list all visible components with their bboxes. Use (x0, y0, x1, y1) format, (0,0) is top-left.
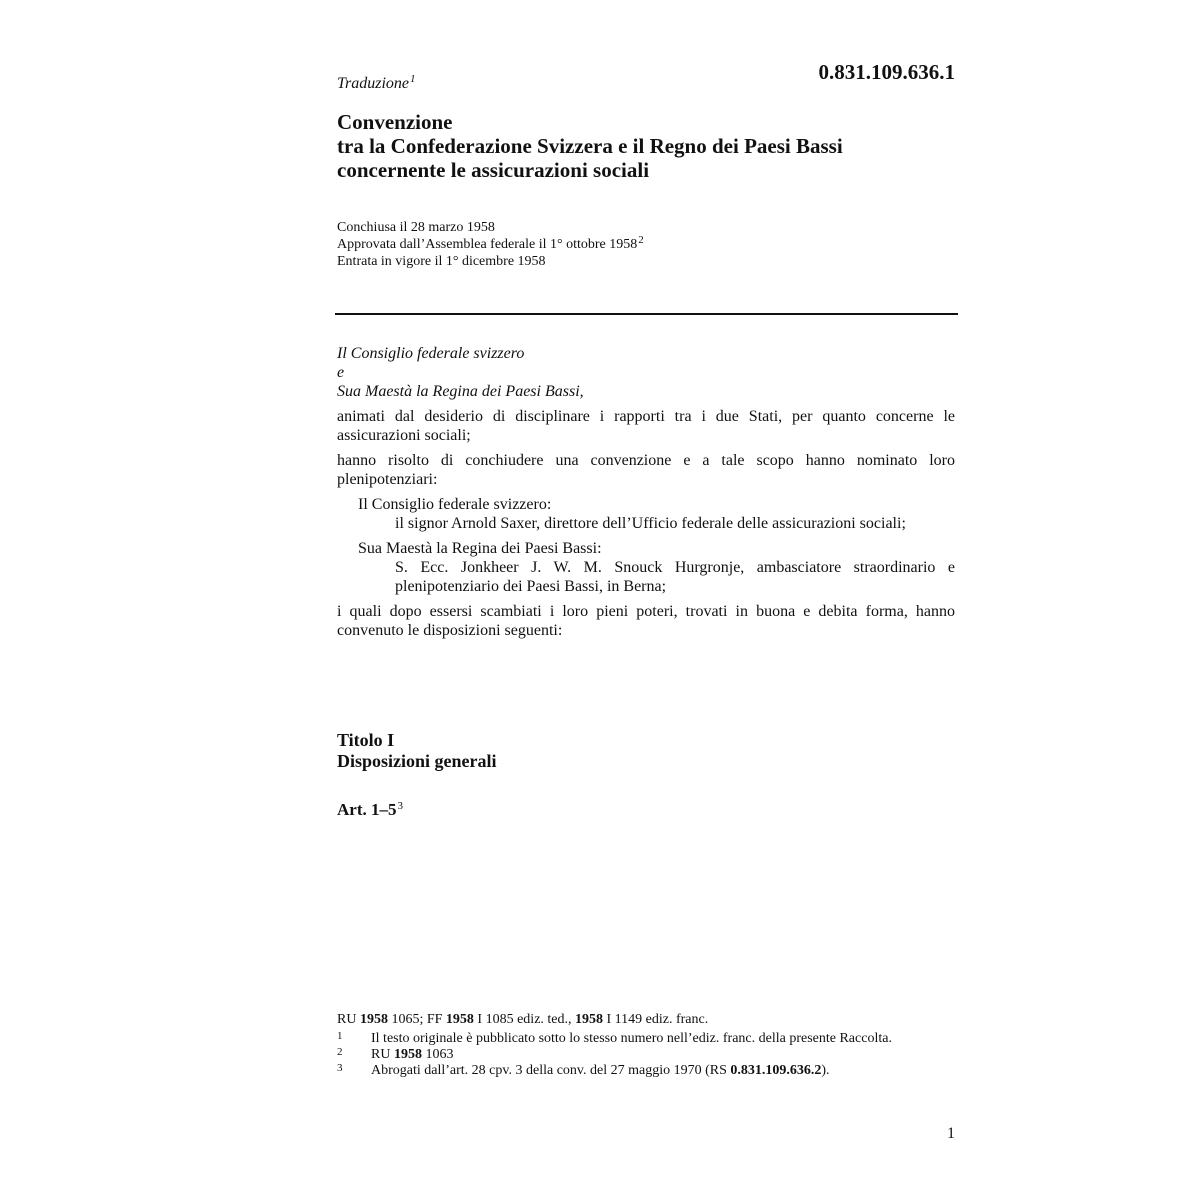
date-block (337, 219, 644, 270)
source-text: RU (337, 1012, 360, 1027)
preamble-paragraph-2: hanno risolto di conchiudere una convenzione e a tale scopo hanno nominato loro plenipotenziari: (337, 452, 955, 488)
footnote-ref-2[interactable]: 2 (638, 234, 644, 246)
footnote-1 (337, 1031, 955, 1047)
approved-date (337, 236, 644, 253)
plenipotentiary-name-1: il signor Arnold Saxer, direttore dell’Ufficio federale delle assicurazioni sociali; (395, 515, 906, 532)
translation-label (337, 75, 416, 93)
title-line-3: concernente le assicurazioni sociali (337, 158, 650, 182)
footnote-2 (337, 1047, 955, 1063)
footnote-text: ). (821, 1063, 830, 1078)
conjunction: e (337, 364, 345, 381)
preamble-paragraph-3: i quali dopo essersi scambiati i loro pieni poteri, trovati in buona e debita forma, hanno convenuto le disposizioni seguenti: (337, 603, 955, 639)
party-switzerland: Il Consiglio federale svizzero (337, 345, 525, 362)
title-line-2: tra la Confederazione Svizzera e il Regno dei Paesi Bassi (337, 134, 843, 158)
footnote-number: 1 (337, 1030, 343, 1042)
footnotes (337, 1012, 955, 1079)
party-netherlands: Sua Maestà la Regina dei Paesi Bassi, (337, 383, 584, 400)
footnote-3 (337, 1063, 955, 1079)
source-text: I 1085 ediz. ted., (473, 1012, 576, 1027)
footnote-source-line (337, 1012, 955, 1028)
preamble (337, 344, 955, 640)
source-year: 1958 (359, 1012, 388, 1027)
translation-label-text: Traduzione (337, 75, 410, 92)
plenipotentiary-party-1: Il Consiglio federale svizzero: (358, 496, 552, 513)
footnote-number: 3 (337, 1062, 343, 1074)
article-heading (337, 800, 403, 820)
source-text: I 1149 ediz. franc. (603, 1012, 709, 1027)
article-label: Art. 1–5 (337, 800, 397, 819)
preamble-paragraph-1: animati dal desiderio di disciplinare i rapporti tra i due Stati, per quanto concerne le assicurazioni sociali; (337, 408, 955, 444)
footnote-bold: 1958 (393, 1047, 422, 1062)
in-force-date: Entrata in vigore il 1° dicembre 1958 (337, 254, 546, 269)
source-year: 1958 (575, 1012, 604, 1027)
footnote-ref-1[interactable]: 1 (410, 73, 416, 85)
plenipotentiary-name-2: S. Ecc. Jonkheer J. W. M. Snouck Hurgronje, ambasciatore straordinario e plenipotenziario dei Paesi Bassi, in Berna; (395, 559, 955, 595)
sr-number: 0.831.109.636.1 (818, 60, 955, 84)
plenipotentiary-party-2: Sua Maestà la Regina dei Paesi Bassi: (358, 540, 602, 557)
concluded-date: Conchiusa il 28 marzo 1958 (337, 220, 495, 235)
source-year: 1958 (445, 1012, 474, 1027)
page-number: 1 (947, 1125, 955, 1142)
footnote-number: 2 (337, 1046, 343, 1058)
footnote-text: 1063 (421, 1047, 454, 1062)
section-heading (337, 730, 497, 772)
section-subtitle: Disposizioni generali (337, 751, 497, 771)
document-title (337, 110, 843, 182)
footnote-text: Il testo originale è pubblicato sotto lo stesso numero nell’ediz. franc. della presente Raccolta. (371, 1031, 892, 1046)
section-title: Titolo I (337, 730, 395, 750)
footnote-bold[interactable]: 0.831.109.636.2 (730, 1063, 822, 1078)
footnote-ref-3[interactable]: 3 (397, 800, 403, 812)
footnote-text: Abrogati dall’art. 28 cpv. 3 della conv. del 27 maggio 1970 (RS (371, 1063, 731, 1078)
separator-rule (335, 313, 958, 315)
title-line-1: Convenzione (337, 110, 453, 134)
approved-date-text: Approvata dall’Assemblea federale il 1° ottobre 1958 (337, 237, 638, 252)
footnote-text: RU (371, 1047, 394, 1062)
source-text: 1065; FF (387, 1012, 446, 1027)
